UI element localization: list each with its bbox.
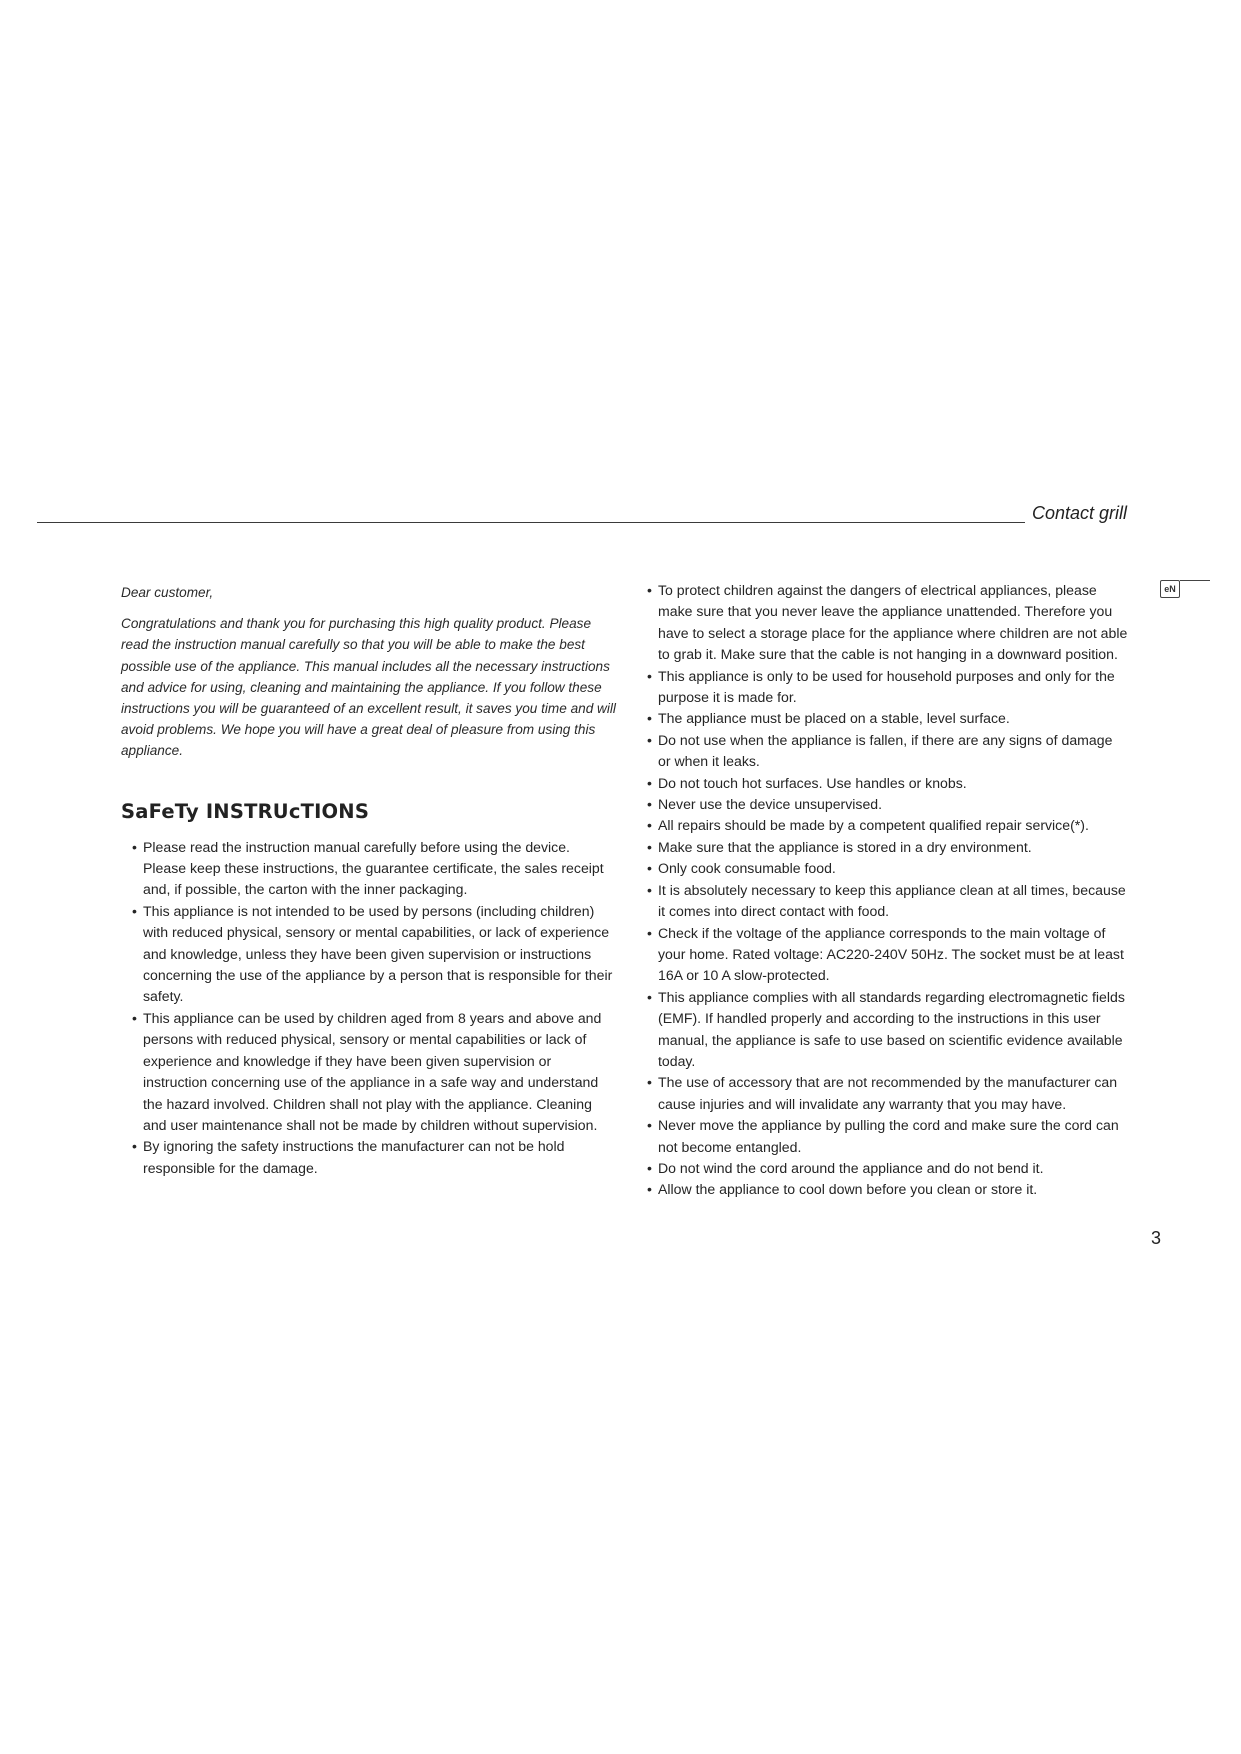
list-item: • Never use the device unsupervised. xyxy=(647,796,883,813)
list-item: • This appliance complies with all standards regarding electromagnetic fields (EMF). If handled properly and according to the instructions in this user manual, the appliance is safe to use based on scientific evidence available today. xyxy=(647,988,1125,1069)
page-number: 3 xyxy=(1151,1228,1162,1248)
list-item: • Only cook consumable food. xyxy=(647,860,836,877)
list-item: • Check if the voltage of the appliance corresponds to the main voltage of your home. Rated voltage: AC220-240V 50Hz. The socket must be at least 16A or 10 A slow-protected. xyxy=(647,924,1124,984)
intro-body: Congratulations and thank you for purchasing this high quality product. Please read the instruction manual carefully so that you will be able to make the best possible use of the appliance. This manual includes all the necessary instructions and advice for using, cleaning and maintaining the appliance. If you follow these instructions you will be guaranteed of an excellent result, it saves you time and will avoid problems. We hope you will have a great deal of pleasure from using this appliance. xyxy=(121,616,616,759)
list-item-text: Check if the voltage of the appliance corresponds to the main voltage of your home. Rated voltage: AC220-240V 50Hz. The socket must be at least 16A or 10 A slow-protected. xyxy=(658,924,1124,984)
safety-list-left xyxy=(121,837,616,1180)
intro-section xyxy=(121,582,616,762)
list-item-text: It is absolutely necessary to keep this appliance clean at all times, because it comes into direct contact with food. xyxy=(658,881,1126,920)
safety-list-right xyxy=(636,580,1128,1201)
list-item-text: Please read the instruction manual carefully before using the device. Please keep these instructions, the guarantee certificate, the sales receipt and, if possible, the carton with the inner packaging. xyxy=(143,838,604,898)
list-item-text: To protect children against the dangers of electrical appliances, please make sure that you never leave the appliance unattended. Therefore you have to select a storage place for the appliance where children are not able to grab it. Make sure that the cable is not hanging in a downward position. xyxy=(658,582,1128,663)
list-item-text: Never move the appliance by pulling the cord and make sure the cord can not become entangled. xyxy=(658,1117,1119,1155)
header-rule xyxy=(37,522,1025,523)
list-item: • Do not wind the cord around the appliance and do not bend it. xyxy=(647,1159,1044,1176)
list-item-text: This appliance can be used by children aged from 8 years and above and persons with reduced physical, sensory or mental capabilities or lack of experience and knowledge if they have been given supervision or instruction concerning use of the appliance in a safe way and understand the hazard involved. Children shall not play with the appliance. Cleaning and user maintenance shall not be made by children without supervision. xyxy=(143,1009,602,1133)
left-column xyxy=(121,582,616,1179)
list-item: • The use of accessory that are not recommended by the manufacturer can cause injuries and will invalidate any warranty that you may have. xyxy=(647,1074,1118,1112)
safety-heading: SaFeTy INSTRUcTIONS xyxy=(121,799,370,823)
list-item: • To protect children against the dangers of electrical appliances, please make sure that you never leave the appliance unattended. Therefore you have to select a storage place for the appliance where children are not able to grab it. Make sure that the cable is not hanging in a downward position. xyxy=(647,582,1128,663)
list-item-text: Make sure that the appliance is stored in a dry environment. xyxy=(658,838,1032,855)
list-item: • Please read the instruction manual carefully before using the device. Please keep these instructions, the guarantee certificate, the sales receipt and, if possible, the carton with the inner packaging. xyxy=(132,838,604,898)
list-item-text: Do not use when the appliance is fallen, if there are any signs of damage or when it leaks. xyxy=(658,731,1113,770)
language-label: eN xyxy=(1160,580,1180,598)
list-item-text: Do not wind the cord around the appliance and do not bend it. xyxy=(658,1159,1044,1176)
list-item-text: This appliance is not intended to be used by persons (including children) with reduced physical, sensory or mental capabilities, or lack of experience and knowledge, unless they have been given supervision or instructions concerning the use of the appliance by a person that is responsible for their safety. xyxy=(143,902,613,1005)
list-item-text: Do not touch hot surfaces. Use handles or knobs. xyxy=(658,774,967,791)
list-item: • It is absolutely necessary to keep this appliance clean at all times, because it comes into direct contact with food. xyxy=(647,881,1126,920)
list-item-text: Only cook consumable food. xyxy=(658,860,836,877)
list-item: • Do not touch hot surfaces. Use handles or knobs. xyxy=(647,774,967,791)
list-item-text: This appliance complies with all standards regarding electromagnetic fields (EMF). If handled properly and according to the instructions in this user manual, the appliance is safe to use based on scientific evidence available today. xyxy=(658,988,1125,1069)
header-title: Contact grill xyxy=(1031,503,1127,523)
list-item-text: By ignoring the safety instructions the manufacturer can not be hold responsible for the damage. xyxy=(143,1138,565,1176)
list-item: • This appliance is not intended to be used by persons (including children) with reduced physical, sensory or mental capabilities, or lack of experience and knowledge, unless they have been given supervision or instructions concerning the use of the appliance by a person that is responsible for their safety. xyxy=(132,902,613,1005)
list-item: • Allow the appliance to cool down before you clean or store it. xyxy=(647,1181,1038,1198)
list-item: • This appliance is only to be used for household purposes and only for the purpose it is made for. xyxy=(647,667,1115,706)
list-item: • Make sure that the appliance is stored in a dry environment. xyxy=(647,838,1032,855)
list-item-text: The use of accessory that are not recommended by the manufacturer can cause injuries and will invalidate any warranty that you may have. xyxy=(658,1074,1118,1112)
list-item-text: Allow the appliance to cool down before you clean or store it. xyxy=(658,1181,1038,1198)
list-item: • This appliance can be used by children aged from 8 years and above and persons with reduced physical, sensory or mental capabilities or lack of experience and knowledge if they have been given supervision or instruction concerning use of the appliance in a safe way and understand the hazard involved. Children shall not play with the appliance. Cleaning and user maintenance shall not be made by children without supervision. xyxy=(132,1009,602,1133)
list-item-text: The appliance must be placed on a stable, level surface. xyxy=(658,710,1010,727)
language-tab-rule xyxy=(1180,580,1210,581)
list-item-text: All repairs should be made by a competent qualified repair service(*). xyxy=(658,817,1089,834)
list-item-text: This appliance is only to be used for household purposes and only for the purpose it is made for. xyxy=(658,667,1115,706)
list-item: • All repairs should be made by a competent qualified repair service(*). xyxy=(647,817,1089,834)
intro-greeting: Dear customer, xyxy=(121,585,214,600)
language-tab xyxy=(1160,580,1210,600)
list-item: • The appliance must be placed on a stable, level surface. xyxy=(647,710,1010,727)
list-item-text: Never use the device unsupervised. xyxy=(658,796,883,813)
list-item: • By ignoring the safety instructions the manufacturer can not be hold responsible for the damage. xyxy=(132,1138,565,1176)
right-column xyxy=(636,580,1128,1201)
list-item: • Do not use when the appliance is fallen, if there are any signs of damage or when it leaks. xyxy=(647,731,1113,770)
list-item: • Never move the appliance by pulling the cord and make sure the cord can not become entangled. xyxy=(647,1117,1119,1155)
